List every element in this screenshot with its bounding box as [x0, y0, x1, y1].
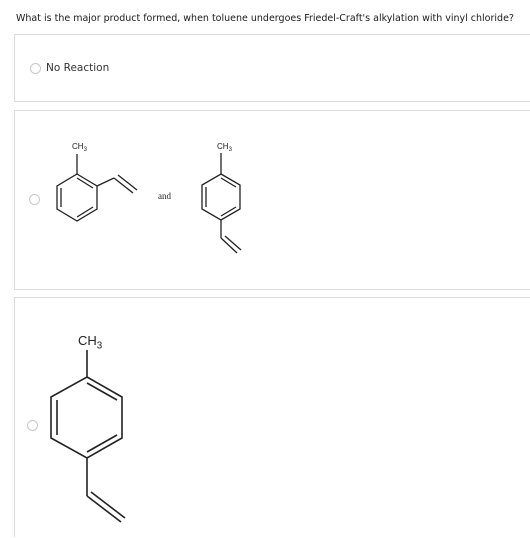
- ch3-label: $CH_3$: [217, 142, 232, 153]
- and-label: and: [158, 191, 171, 201]
- para-vinyltoluene-structure: [202, 153, 241, 253]
- ortho-vinyltoluene-structure: [57, 154, 137, 221]
- option-label: No Reaction: [46, 62, 110, 74]
- structures-image: [15, 111, 530, 291]
- answer-option-1[interactable]: [14, 34, 530, 102]
- para-vinyltoluene-structure: [51, 350, 125, 522]
- answer-option-2[interactable]: [14, 110, 530, 290]
- ch3-label: $CH_3$: [72, 142, 87, 153]
- question-text: What is the major product formed, when toluene undergoes Friedel-Craft's alkylation with vinyl chloride?: [16, 13, 514, 24]
- ch3-label: $CH_3$: [78, 333, 103, 352]
- answer-option-3[interactable]: [14, 297, 530, 537]
- structure-image: [15, 298, 530, 538]
- radio-button[interactable]: [30, 63, 41, 74]
